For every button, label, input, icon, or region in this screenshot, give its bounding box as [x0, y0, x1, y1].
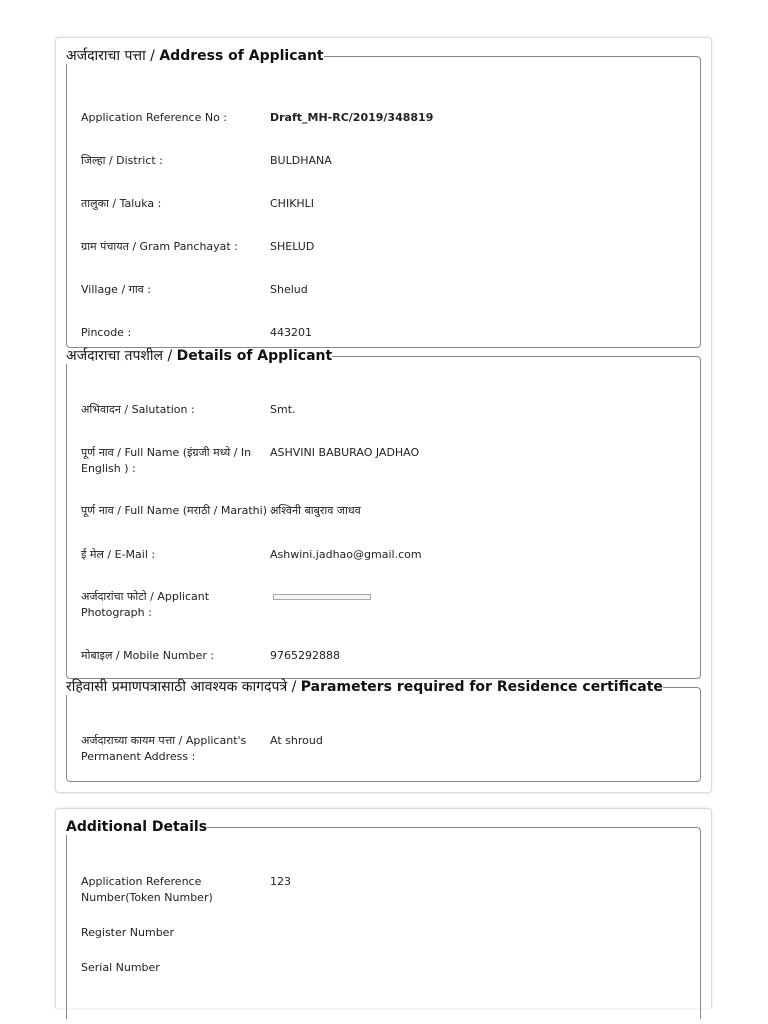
additional-details-legend: Additional Details — [66, 819, 208, 835]
field-label: अर्जदाराच्या कायम पत्ता / Applicant's Permanent Address : — [81, 734, 247, 763]
salutation-value: Smt. — [270, 403, 296, 416]
field-label: Application Reference No : — [81, 111, 228, 124]
field-label: मोबाइल / Mobile Number : — [81, 649, 215, 662]
full-name-marathi-value: अश्विनी बाबुराव जाधव — [270, 504, 361, 517]
details-section-legend: अर्जदाराचा तपशील / Details of Applicant — [66, 348, 333, 364]
gram-panchayat-value: SHELUD — [270, 240, 315, 253]
field-label: अभिवादन / Salutation : — [81, 403, 195, 416]
application-reference-value: Draft_MH-RC/2019/348819 — [270, 111, 434, 124]
field-label: Application Reference Number(Token Number) — [81, 875, 213, 904]
parameters-section-legend: रहिवासी प्रमाणपत्रासाठी आवश्यक कागदपत्रे / Parameters required for Residence certificate — [66, 679, 663, 695]
field-label: ई मेल / E-Mail : — [81, 548, 156, 561]
address-section-legend: अर्जदाराचा पत्ता / Address of Applicant — [66, 48, 324, 64]
taluka-value: CHIKHLI — [270, 197, 315, 210]
field-label: Register Number — [81, 926, 174, 939]
token-number-value: 123 — [270, 875, 291, 888]
field-label: Pincode : — [81, 326, 132, 339]
details-of-applicant-section — [66, 348, 701, 679]
additional-details-card — [55, 808, 712, 1008]
applicant-photo-placeholder — [273, 594, 371, 600]
field-label: पूर्ण नाव / Full Name (इंग्रजी मध्ये / In English ) : — [81, 446, 252, 475]
address-of-applicant-section — [66, 48, 701, 348]
mobile-value: 9765292888 — [270, 649, 340, 662]
field-label: जिल्हा / District : — [81, 154, 163, 167]
email-value: Ashwini.jadhao@gmail.com — [270, 548, 422, 561]
pincode-value: 443201 — [270, 326, 312, 339]
district-value: BULDHANA — [270, 154, 332, 167]
field-label: ग्राम पंचायत / Gram Panchayat : — [81, 240, 238, 253]
village-value: Shelud — [270, 283, 308, 296]
field-label: पूर्ण नाव / Full Name (मराठी / Marathi) : — [81, 504, 275, 517]
permanent-address-value: At shroud — [270, 734, 323, 747]
applicant-info-card — [55, 37, 712, 793]
field-label: अर्जदारांचा फोटो / Applicant Photograph : — [81, 590, 210, 619]
field-label: Village / गाव : — [81, 283, 152, 296]
additional-details-section — [66, 819, 701, 1019]
full-name-english-value: ASHVINI BABURAO JADHAO — [270, 446, 420, 459]
field-label: Serial Number — [81, 961, 160, 974]
residence-parameters-section — [66, 679, 701, 782]
field-label: तालुका / Taluka : — [81, 197, 162, 210]
